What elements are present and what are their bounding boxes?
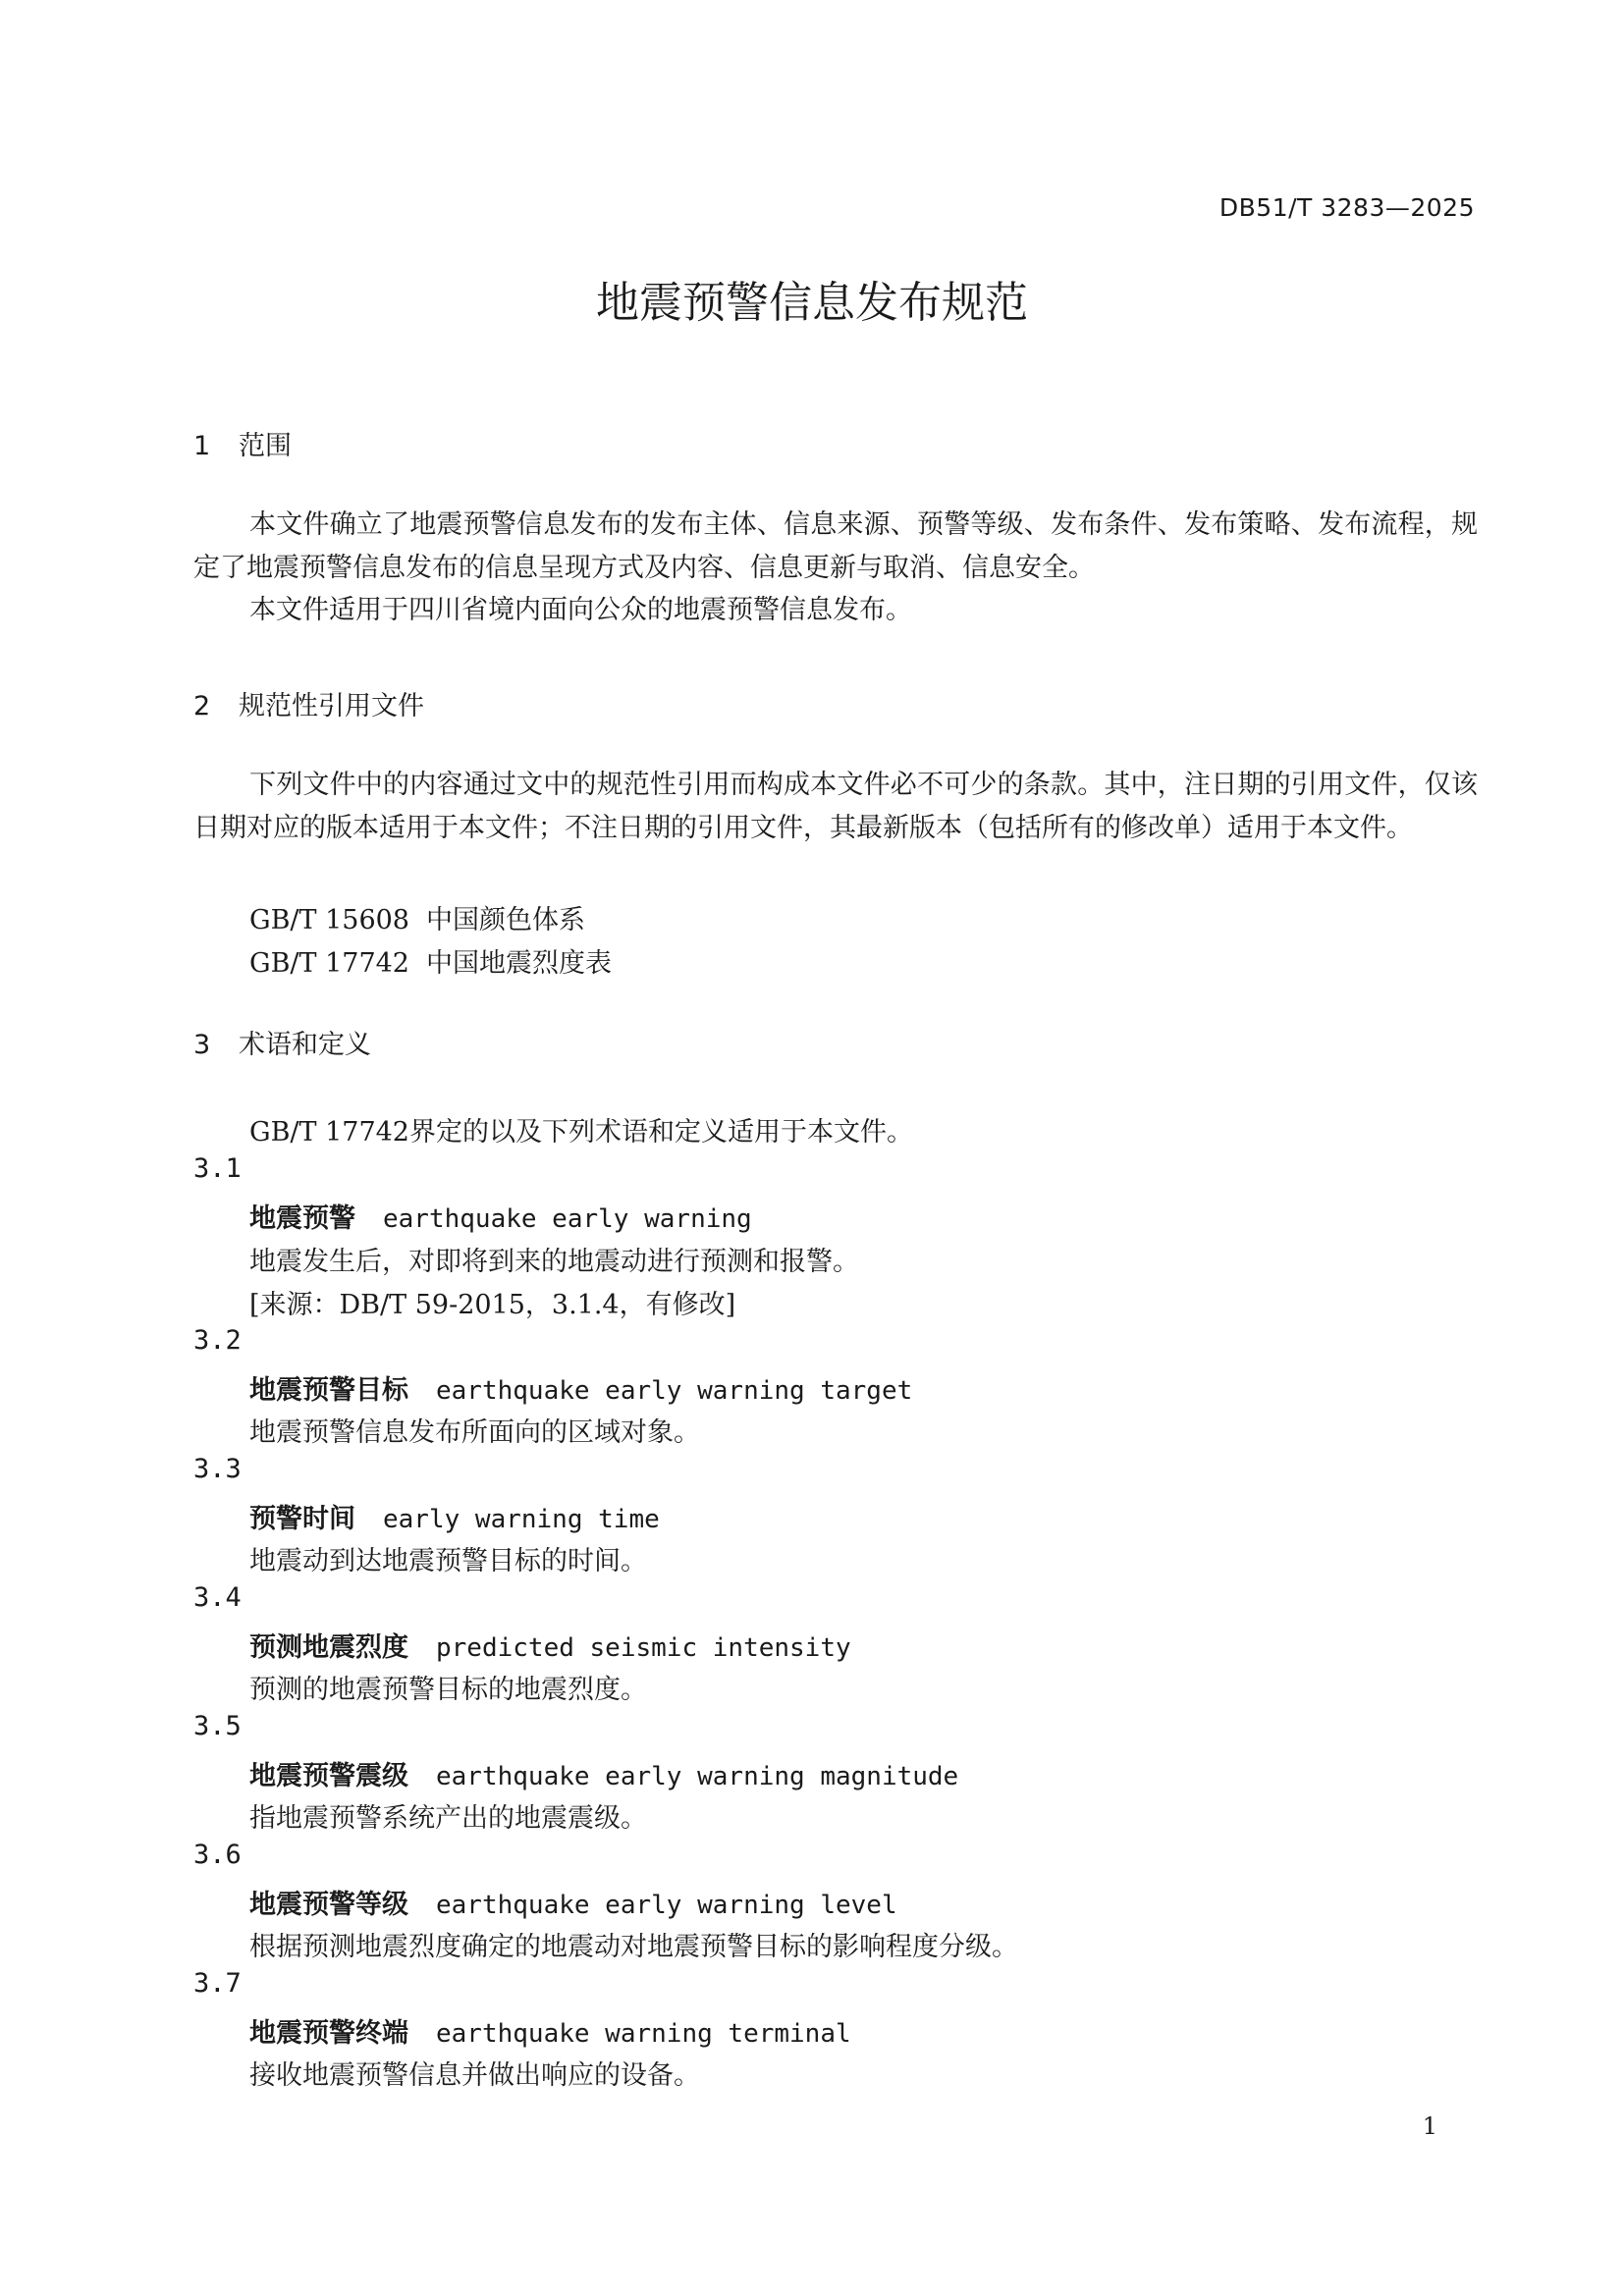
document-title: 地震预警信息发布规范	[596, 278, 1028, 328]
document-number: DB51/T 3283—2025	[1218, 193, 1475, 222]
term-english: earthquake early warning magnitude	[436, 1762, 959, 1791]
term-english: earthquake early warning	[383, 1204, 752, 1234]
term-number: 3.2	[193, 1325, 242, 1356]
section-number: 2	[193, 691, 211, 721]
term-english: earthquake early warning level	[436, 1891, 897, 1920]
term-english: earthquake warning terminal	[436, 2019, 851, 2049]
term-heading	[249, 1883, 897, 1921]
term-english: predicted seismic intensity	[436, 1633, 851, 1663]
page-number: 1	[1422, 2112, 1437, 2140]
term-chinese: 预警时间	[249, 1504, 355, 1534]
term-chinese: 地震预警终端	[249, 2018, 408, 2049]
section-title: 范围	[239, 431, 292, 461]
term-definition: 地震动到达地震预警目标的时间。	[249, 1546, 647, 1576]
term-chinese: 地震预警震级	[249, 1761, 408, 1791]
term-number: 3.6	[193, 1840, 242, 1870]
term-number: 3.3	[193, 1454, 242, 1484]
scope-paragraph-2: 本文件适用于四川省境内面向公众的地震预警信息发布。	[249, 595, 912, 625]
section-title: 术语和定义	[239, 1030, 371, 1060]
term-number: 3.5	[193, 1711, 242, 1741]
term-definition: 接收地震预警信息并做出响应的设备。	[249, 2060, 700, 2091]
term-chinese: 地震预警目标	[249, 1375, 408, 1406]
term-definition: 预测的地震预警目标的地震烈度。	[249, 1675, 647, 1705]
term-chinese: 预测地震烈度	[249, 1632, 408, 1663]
terms-intro: GB/T 17742界定的以及下列术语和定义适用于本文件。	[249, 1117, 913, 1148]
reference-code: GB/T 15608	[249, 905, 409, 935]
term-definition: 指地震预警系统产出的地震震级。	[249, 1803, 647, 1834]
references-paragraph: 下列文件中的内容通过文中的规范性引用而构成本文件必不可少的条款。其中，注日期的引用文件，仅该日期对应的版本适用于本文件；不注日期的引用文件，其最新版本（包括所有的修改单）适用于本文件。	[193, 770, 1478, 843]
reference-code: GB/T 17742	[249, 948, 409, 979]
term-heading	[249, 1497, 660, 1535]
section-number: 3	[193, 1030, 211, 1060]
term-definition: 地震发生后，对即将到来的地震动进行预测和报警。	[249, 1247, 859, 1277]
term-number: 3.7	[193, 1968, 242, 1999]
term-chinese: 地震预警	[249, 1203, 355, 1234]
section-title: 规范性引用文件	[239, 691, 424, 721]
term-heading	[249, 1368, 912, 1407]
term-heading	[249, 1626, 851, 1664]
term-number: 3.1	[193, 1153, 242, 1184]
term-heading	[249, 1197, 752, 1235]
scope-paragraph-1: 本文件确立了地震预警信息发布的发布主体、信息来源、预警等级、发布条件、发布策略、发布流程，规定了地震预警信息发布的信息呈现方式及内容、信息更新与取消、信息安全。	[193, 509, 1478, 583]
reference-item	[249, 898, 585, 936]
term-chinese: 地震预警等级	[249, 1890, 408, 1920]
term-heading	[249, 2011, 851, 2050]
section-heading-normative-references	[193, 684, 424, 722]
reference-name: 中国地震烈度表	[426, 948, 612, 979]
reference-item	[249, 941, 612, 980]
section-heading-terms-definitions	[193, 1023, 371, 1061]
reference-name: 中国颜色体系	[426, 905, 585, 935]
section-number: 1	[193, 431, 211, 461]
term-definition: 根据预测地震烈度确定的地震动对地震预警目标的影响程度分级。	[249, 1932, 1018, 1962]
term-source: [来源：DB/T 59-2015，3.1.4，有修改]	[249, 1290, 736, 1320]
term-english: early warning time	[383, 1505, 660, 1534]
term-definition: 地震预警信息发布所面向的区域对象。	[249, 1417, 700, 1448]
term-english: earthquake early warning target	[436, 1376, 913, 1406]
term-heading	[249, 1754, 958, 1792]
section-heading-scope	[193, 424, 292, 462]
term-number: 3.4	[193, 1582, 242, 1613]
